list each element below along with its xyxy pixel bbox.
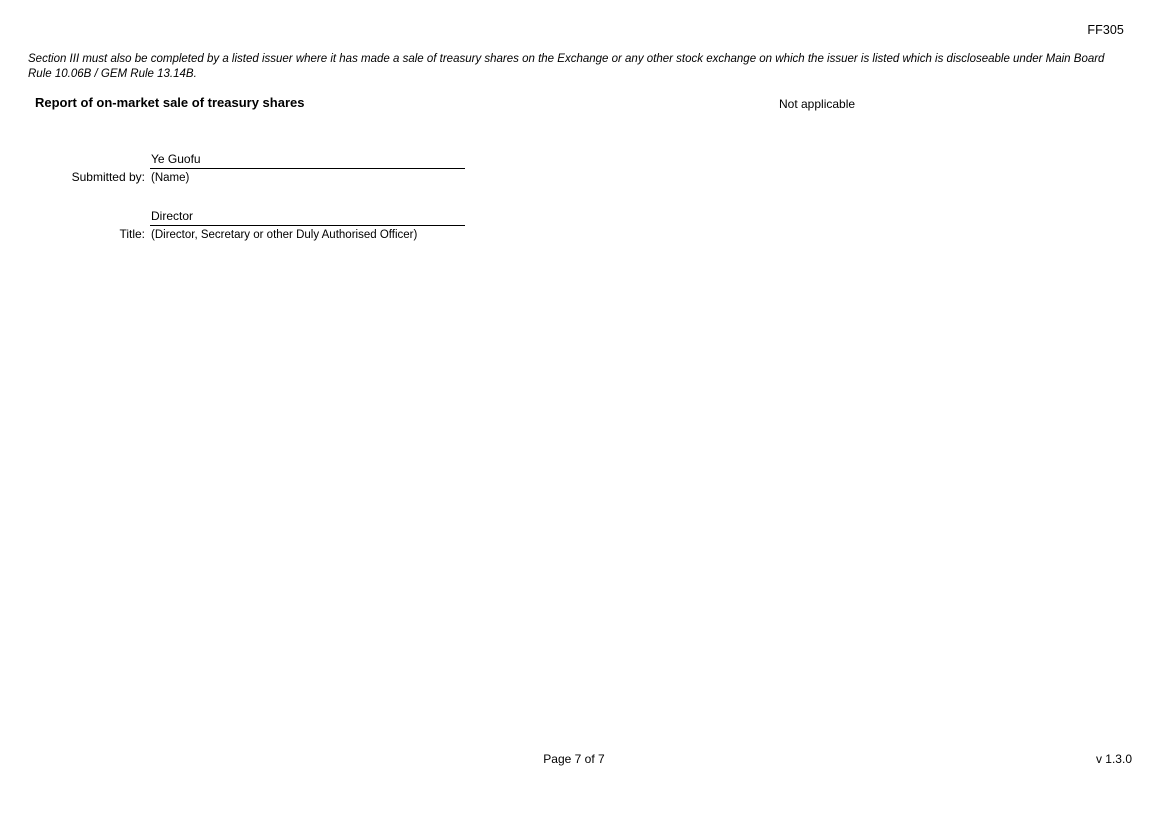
title-label: Title: bbox=[119, 227, 145, 241]
section-status: Not applicable bbox=[779, 97, 856, 111]
submitted-by-caption: (Name) bbox=[151, 172, 190, 184]
form-code: FF305 bbox=[1087, 23, 1124, 37]
footer-version: v 1.3.0 bbox=[1095, 752, 1132, 766]
title-value: Director bbox=[151, 209, 194, 223]
section-heading: Report of on-market sale of treasury shares bbox=[35, 95, 305, 110]
title-field bbox=[110, 209, 465, 242]
submitted-by-label: Submitted by: bbox=[71, 170, 145, 184]
section-note: Section III must also be completed by a listed issuer where it has made a sale of treasury shares on the Exchange or any other stock exchange on which the issuer is listed which is discloseable under Main Board Rule 10.06B / GEM Rule 13.14B. bbox=[28, 53, 1105, 80]
title-caption: (Director, Secretary or other Duly Authorised Officer) bbox=[151, 229, 418, 241]
footer-page-number: Page 7 of 7 bbox=[543, 752, 605, 766]
submitted-by-field bbox=[67, 152, 465, 185]
submitted-by-value: Ye Guofu bbox=[151, 152, 201, 166]
